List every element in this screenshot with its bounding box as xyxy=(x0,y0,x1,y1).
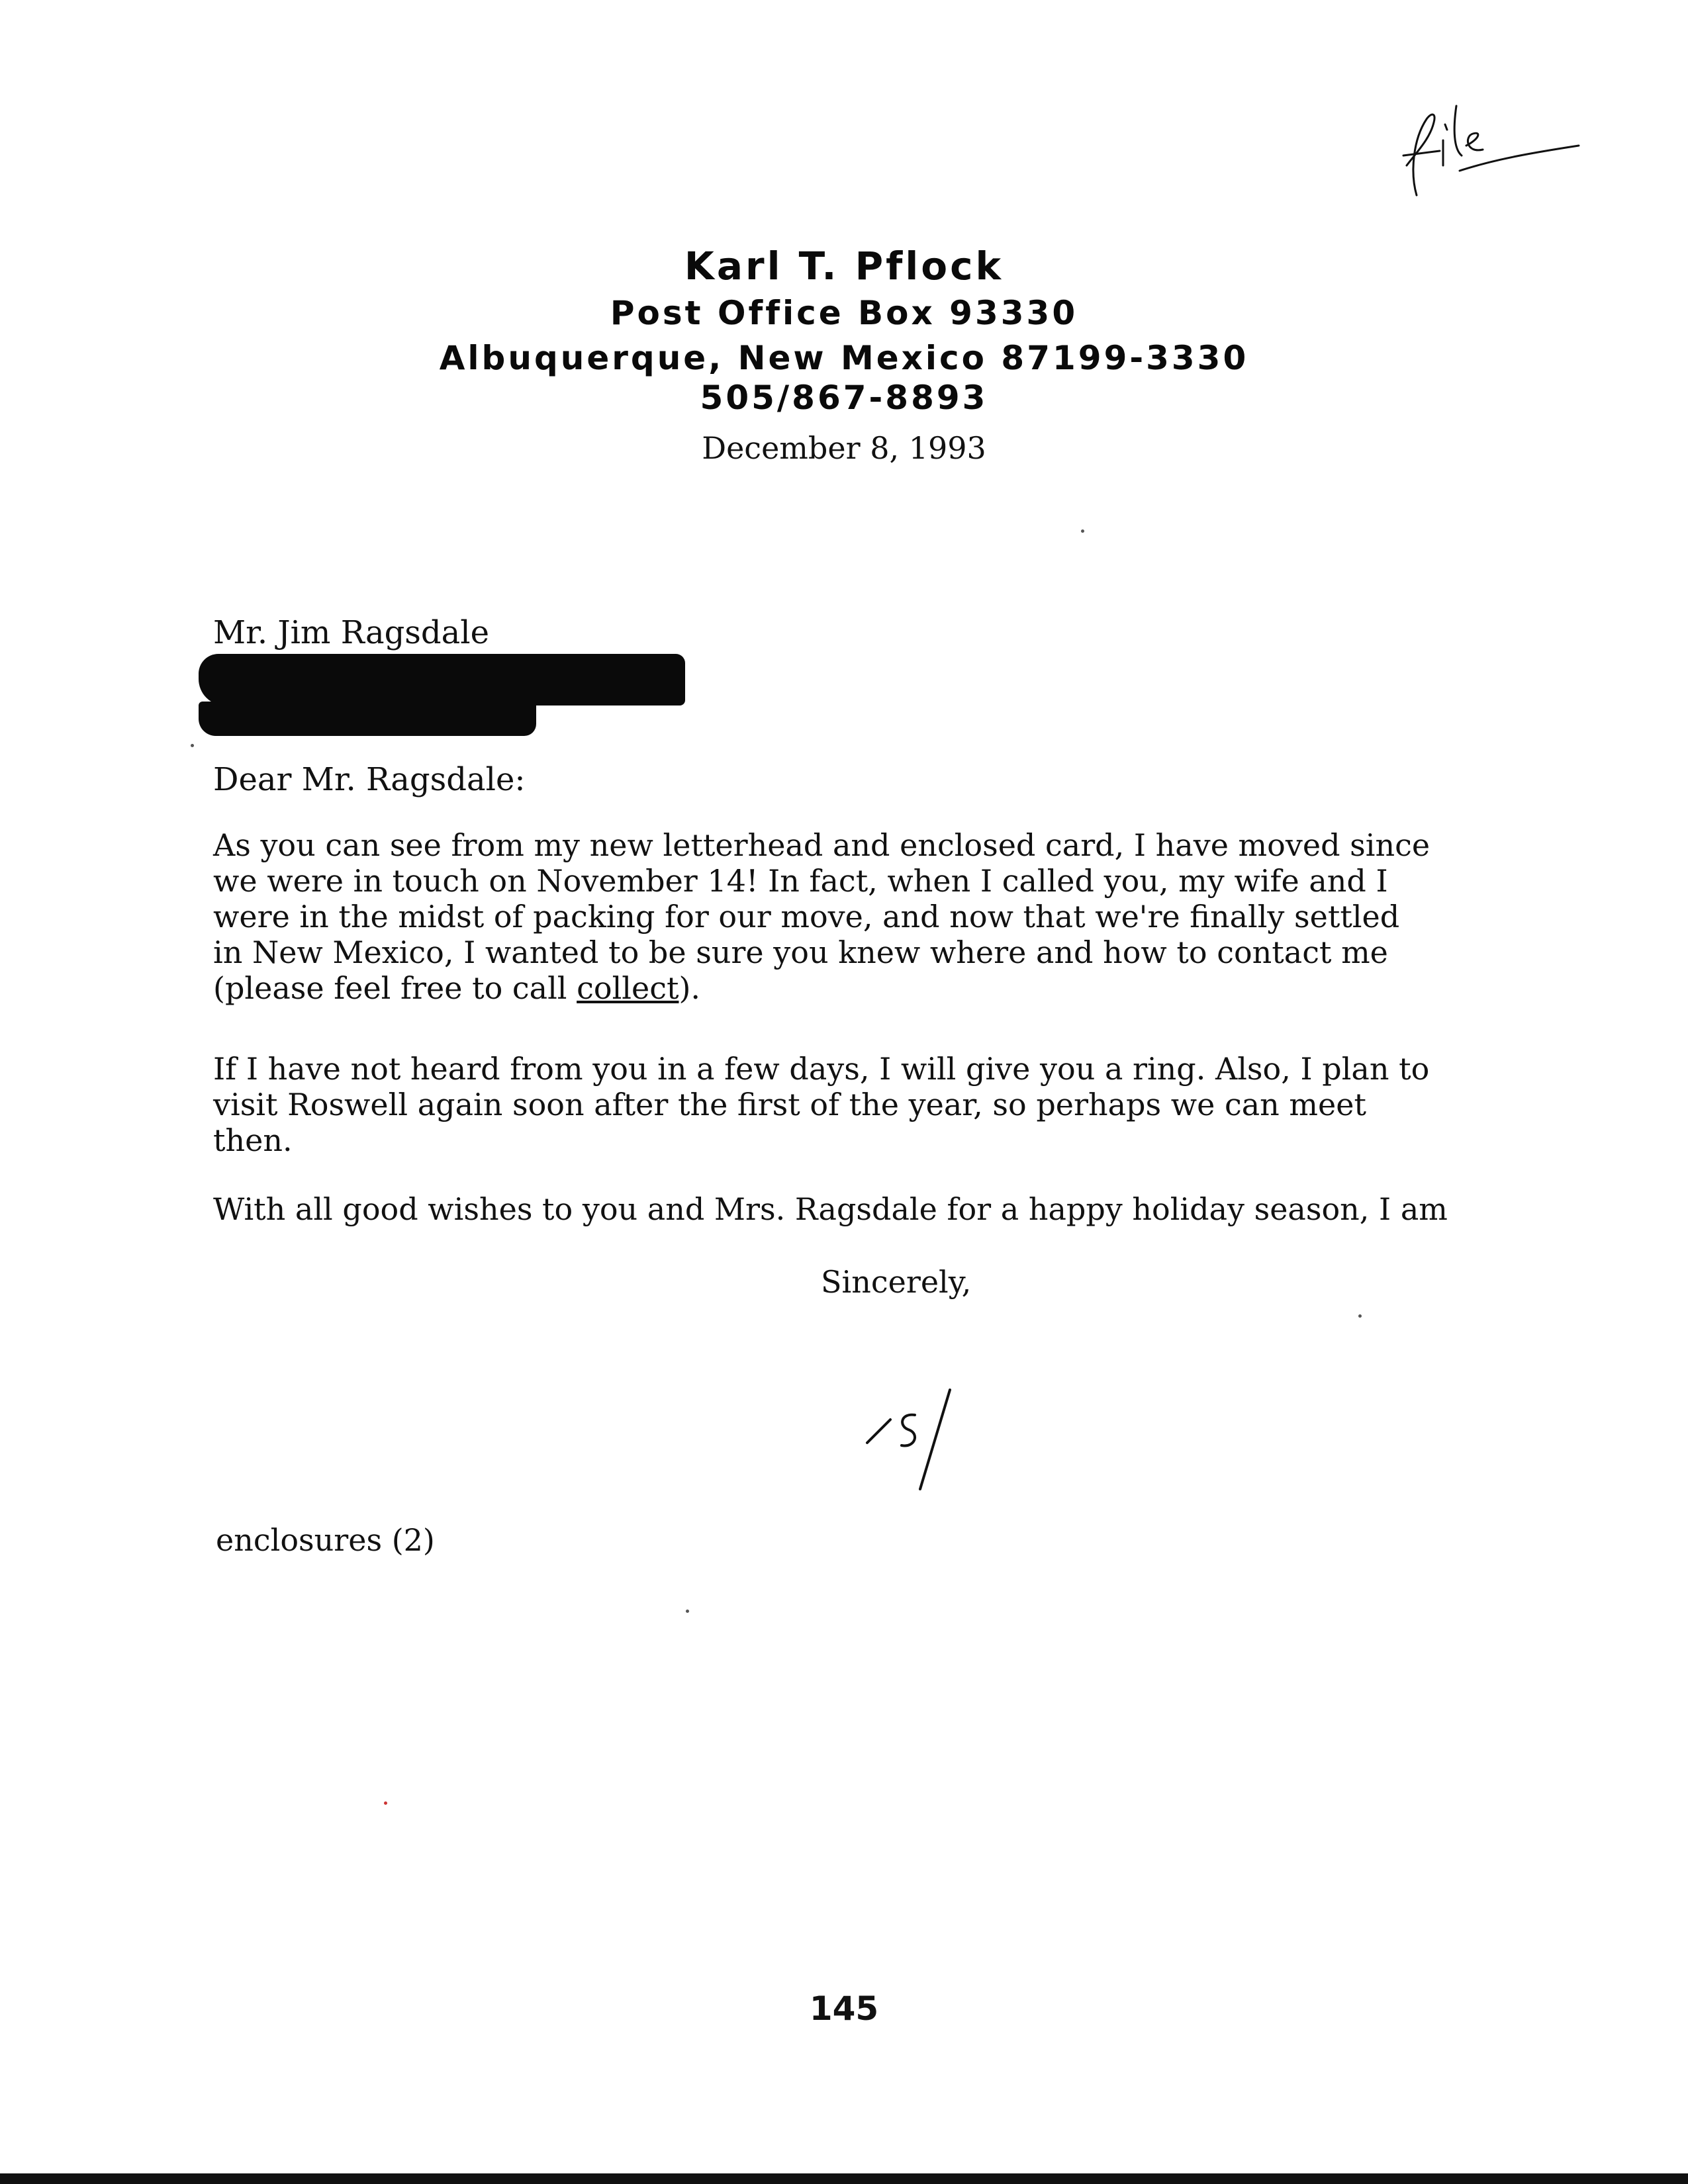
scan-speck xyxy=(1358,1314,1362,1318)
body-line: were in the midst of packing for our move, and now that we're finally settled xyxy=(213,899,1400,934)
body-line: we were in touch on November 14! In fact, when I called you, my wife and I xyxy=(213,863,1388,899)
signature-mark xyxy=(861,1383,966,1499)
letterhead-po-box: Post Office Box 93330 xyxy=(610,294,1078,332)
scan-speck xyxy=(1081,529,1084,533)
body-paragraph-3: With all good wishes to you and Mrs. Ragsdale for a happy holiday season, I am xyxy=(213,1191,1448,1227)
redacted-address-block xyxy=(199,654,685,705)
scan-edge-bar xyxy=(0,2173,1688,2184)
handwritten-file-note xyxy=(1390,93,1589,205)
scan-speck xyxy=(191,744,194,747)
closing: Sincerely, xyxy=(821,1264,972,1300)
body-line: If I have not heard from you in a few days, I will give you a ring. Also, I plan to xyxy=(213,1051,1430,1087)
scan-speck xyxy=(384,1801,387,1805)
letterhead-name: Karl T. Pflock xyxy=(684,244,1004,289)
page-number: 145 xyxy=(809,1989,879,2028)
enclosures-note: enclosures (2) xyxy=(216,1522,435,1558)
body-text: ). xyxy=(679,970,701,1006)
redacted-address-block-lower xyxy=(199,702,536,736)
body-paragraph-2 xyxy=(213,1051,1431,1158)
letter-date: December 8, 1993 xyxy=(702,430,986,466)
body-text: (please feel free to call xyxy=(213,970,577,1006)
body-line: As you can see from my new letterhead and enclosed card, I have moved since xyxy=(213,827,1430,863)
scan-speck xyxy=(686,1610,689,1613)
body-line: in New Mexico, I wanted to be sure you knew where and how to contact me xyxy=(213,934,1388,970)
salutation: Dear Mr. Ragsdale: xyxy=(213,761,526,798)
letterhead-phone: 505/867-8893 xyxy=(700,379,988,417)
letterhead-city: Albuquerque, New Mexico 87199-3330 xyxy=(439,339,1249,377)
body-line: visit Roswell again soon after the first of the year, so perhaps we can meet xyxy=(213,1087,1366,1122)
body-line xyxy=(213,970,1431,1006)
underlined-collect: collect xyxy=(577,970,679,1006)
recipient-name: Mr. Jim Ragsdale xyxy=(213,614,490,651)
body-paragraph-1 xyxy=(213,827,1431,1006)
body-line: then. xyxy=(213,1122,293,1158)
